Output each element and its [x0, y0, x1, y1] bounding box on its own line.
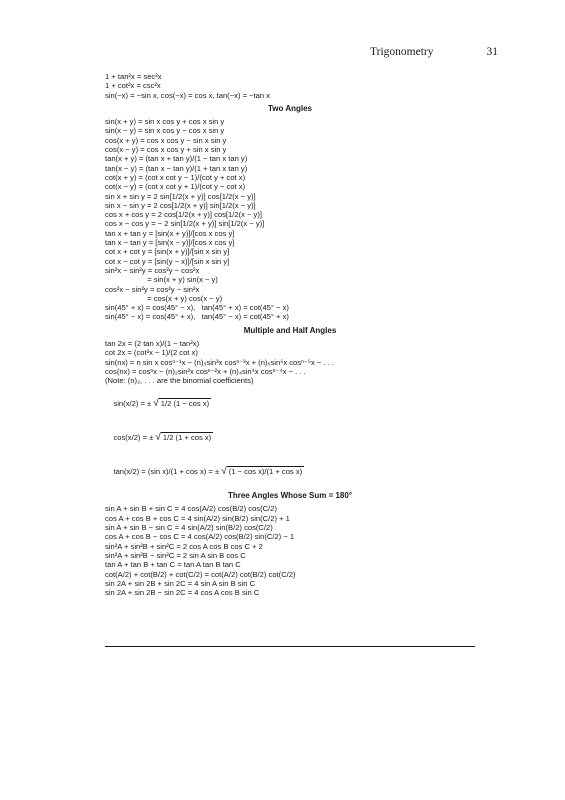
- formula-line: cos(x − y) = cos x cos y + sin x sin y: [105, 145, 227, 155]
- running-header: [370, 46, 498, 58]
- formula-line: cot(A/2) + cot(B/2) + cot(C/2) = cot(A/2) cot(B/2) cot(C/2): [105, 569, 296, 579]
- formula-line: tan(x + y) = (tan x + tan y)/(1 − tan x tan y): [105, 154, 248, 164]
- formula-line: sin(−x) = −sin x, cos(−x) = cos x, tan(−x) = −tan x: [105, 90, 271, 100]
- formula-line: sin²A + sin²B − sin²C = 2 sin A sin B cos C: [105, 550, 246, 560]
- formula-line: tan 2x = (2 tan x)/(1 − tan²x): [105, 339, 200, 349]
- square-root: [155, 433, 213, 442]
- formula-line: sin(45° + x) = cos(45° − x), tan(45° + x) = cot(45° − x): [105, 303, 289, 313]
- radicand: 1/2 (1 − cos x): [160, 398, 210, 408]
- radical-sign: √: [153, 397, 159, 409]
- formula-line: tan x − tan y = [sin(x − y)]/[cos x cos y]: [105, 238, 235, 248]
- formula-line: sin 2A + sin 2B + sin 2C = 4 sin A sin B sin C: [105, 578, 256, 588]
- formula-line: sin x + sin y = 2 sin[1/2(x + y)] cos[1/2(x − y)]: [105, 191, 256, 201]
- formula-line: sin(45° − x) = cos(45° + x), tan(45° − x) = cot(45° + x): [105, 312, 289, 322]
- formula-line: sin A + sin B + sin C = 4 cos(A/2) cos(B/2) cos(C/2): [105, 504, 277, 514]
- radical-sign: √: [155, 431, 161, 443]
- formula-line: sin²x − sin²y = cos²y − cos²x: [105, 265, 200, 275]
- formula-line: sin²A + sin²B + sin²C = 2 cos A cos B cos C + 2: [105, 541, 263, 551]
- formula-line: cos A + cos B + cos C = 4 sin(A/2) sin(B/2) sin(C/2) + 1: [105, 513, 290, 523]
- formula-line: sin 2A + sin 2B − sin 2C = 4 cos A cos B sin C: [105, 588, 260, 598]
- section-heading-multiple-half-angles: Multiple and Half Angles: [243, 325, 337, 335]
- formula-line: cos A + cos B − cos C = 4 cos(A/2) cos(B/2) sin(C/2) − 1: [105, 532, 295, 542]
- formula-line: 1 + tan²x = sec²x: [105, 72, 162, 81]
- formula-line: cos x + cos y = 2 cos[1/2(x + y)] cos[1/2(x − y)]: [105, 210, 262, 220]
- formula-line: tan x + tan y = [sin(x + y)]/[cos x cos y]: [105, 228, 235, 238]
- formula-line: = cos(x + y) cos(x − y): [105, 293, 223, 303]
- section-heading-three-angles: Three Angles Whose Sum = 180°: [227, 491, 353, 501]
- radicand: 1/2 (1 + cos x): [162, 432, 212, 442]
- formula-line: = sin(x + y) sin(x − y): [105, 275, 218, 285]
- formula-note: (Note: (n)₂, . . . are the binomial coefficients): [105, 376, 254, 386]
- half-angle-sin-formula: [105, 390, 475, 418]
- formula-line: cos(x + y) = cos x cos y − sin x sin y: [105, 135, 227, 145]
- formula-line: sin(x − y) = sin x cos y − cos x sin y: [105, 126, 225, 136]
- half-angle-cos-formula: [105, 423, 475, 451]
- square-root: [221, 467, 304, 476]
- formula-line: sin A + sin B − sin C = 4 sin(A/2) sin(B/2) cos(C/2): [105, 523, 273, 533]
- formula-line: cot(x − y) = (cot x cot y + 1)/(cot y − cot x): [105, 182, 246, 192]
- formula-line: cot(x + y) = (cot x cot y − 1)/(cot y + cot x): [105, 172, 246, 182]
- formula-lhs: cos(x/2) = ±: [113, 432, 156, 442]
- formula-line: cot 2x = (cot²x − 1)/(2 cot x): [105, 348, 198, 358]
- formula-line: cos x − cos y = − 2 sin[1/2(x + y)] sin[1/2(x − y)]: [105, 219, 265, 229]
- radical-sign: √: [221, 465, 227, 477]
- formula-line: sin(x + y) = sin x cos y + cos x sin y: [105, 117, 225, 127]
- formula-line: sin x − sin y = 2 cos[1/2(x + y)] sin[1/2(x − y)]: [105, 200, 256, 210]
- formula-line: tan A + tan B + tan C = tan A tan B tan C: [105, 560, 241, 570]
- formula-list: [105, 72, 475, 597]
- formula-line: 1 + cot²x = csc²x: [105, 81, 161, 91]
- formula-lhs: sin(x/2) = ±: [113, 398, 154, 408]
- section-title: Trigonometry: [370, 46, 434, 58]
- formula-line: cot x − cot y = [sin(y − x)]/[sin x sin y]: [105, 256, 230, 266]
- page-number: 31: [486, 46, 498, 58]
- radicand: (1 − cos x)/(1 + cos x): [228, 466, 303, 476]
- formula-line: cos(nx) = cosⁿx − (n)₂sin²x cosⁿ⁻²x + (n)₄sin⁴x cosⁿ⁻⁴x − . . .: [105, 366, 306, 376]
- formula-line: sin(nx) = n sin x cosⁿ⁻¹x − (n)₃sin³x cosⁿ⁻³x + (n)₅sin⁵x cosⁿ⁻⁵x − . . .: [105, 357, 335, 367]
- square-root: [153, 399, 211, 408]
- formula-lhs: tan(x/2) = (sin x)/(1 + cos x) = ±: [113, 466, 222, 476]
- bottom-rule: [105, 646, 475, 647]
- formula-line: tan(x − y) = (tan x − tan y)/(1 + tan x tan y): [105, 163, 248, 173]
- half-angle-tan-formula: [105, 457, 475, 485]
- formula-line: cot x + cot y = [sin(x + y)]/[sin x sin y]: [105, 247, 230, 257]
- formula-line: cos²x − sin²y = cos²y − sin²x: [105, 284, 200, 294]
- section-heading-two-angles: Two Angles: [268, 103, 312, 113]
